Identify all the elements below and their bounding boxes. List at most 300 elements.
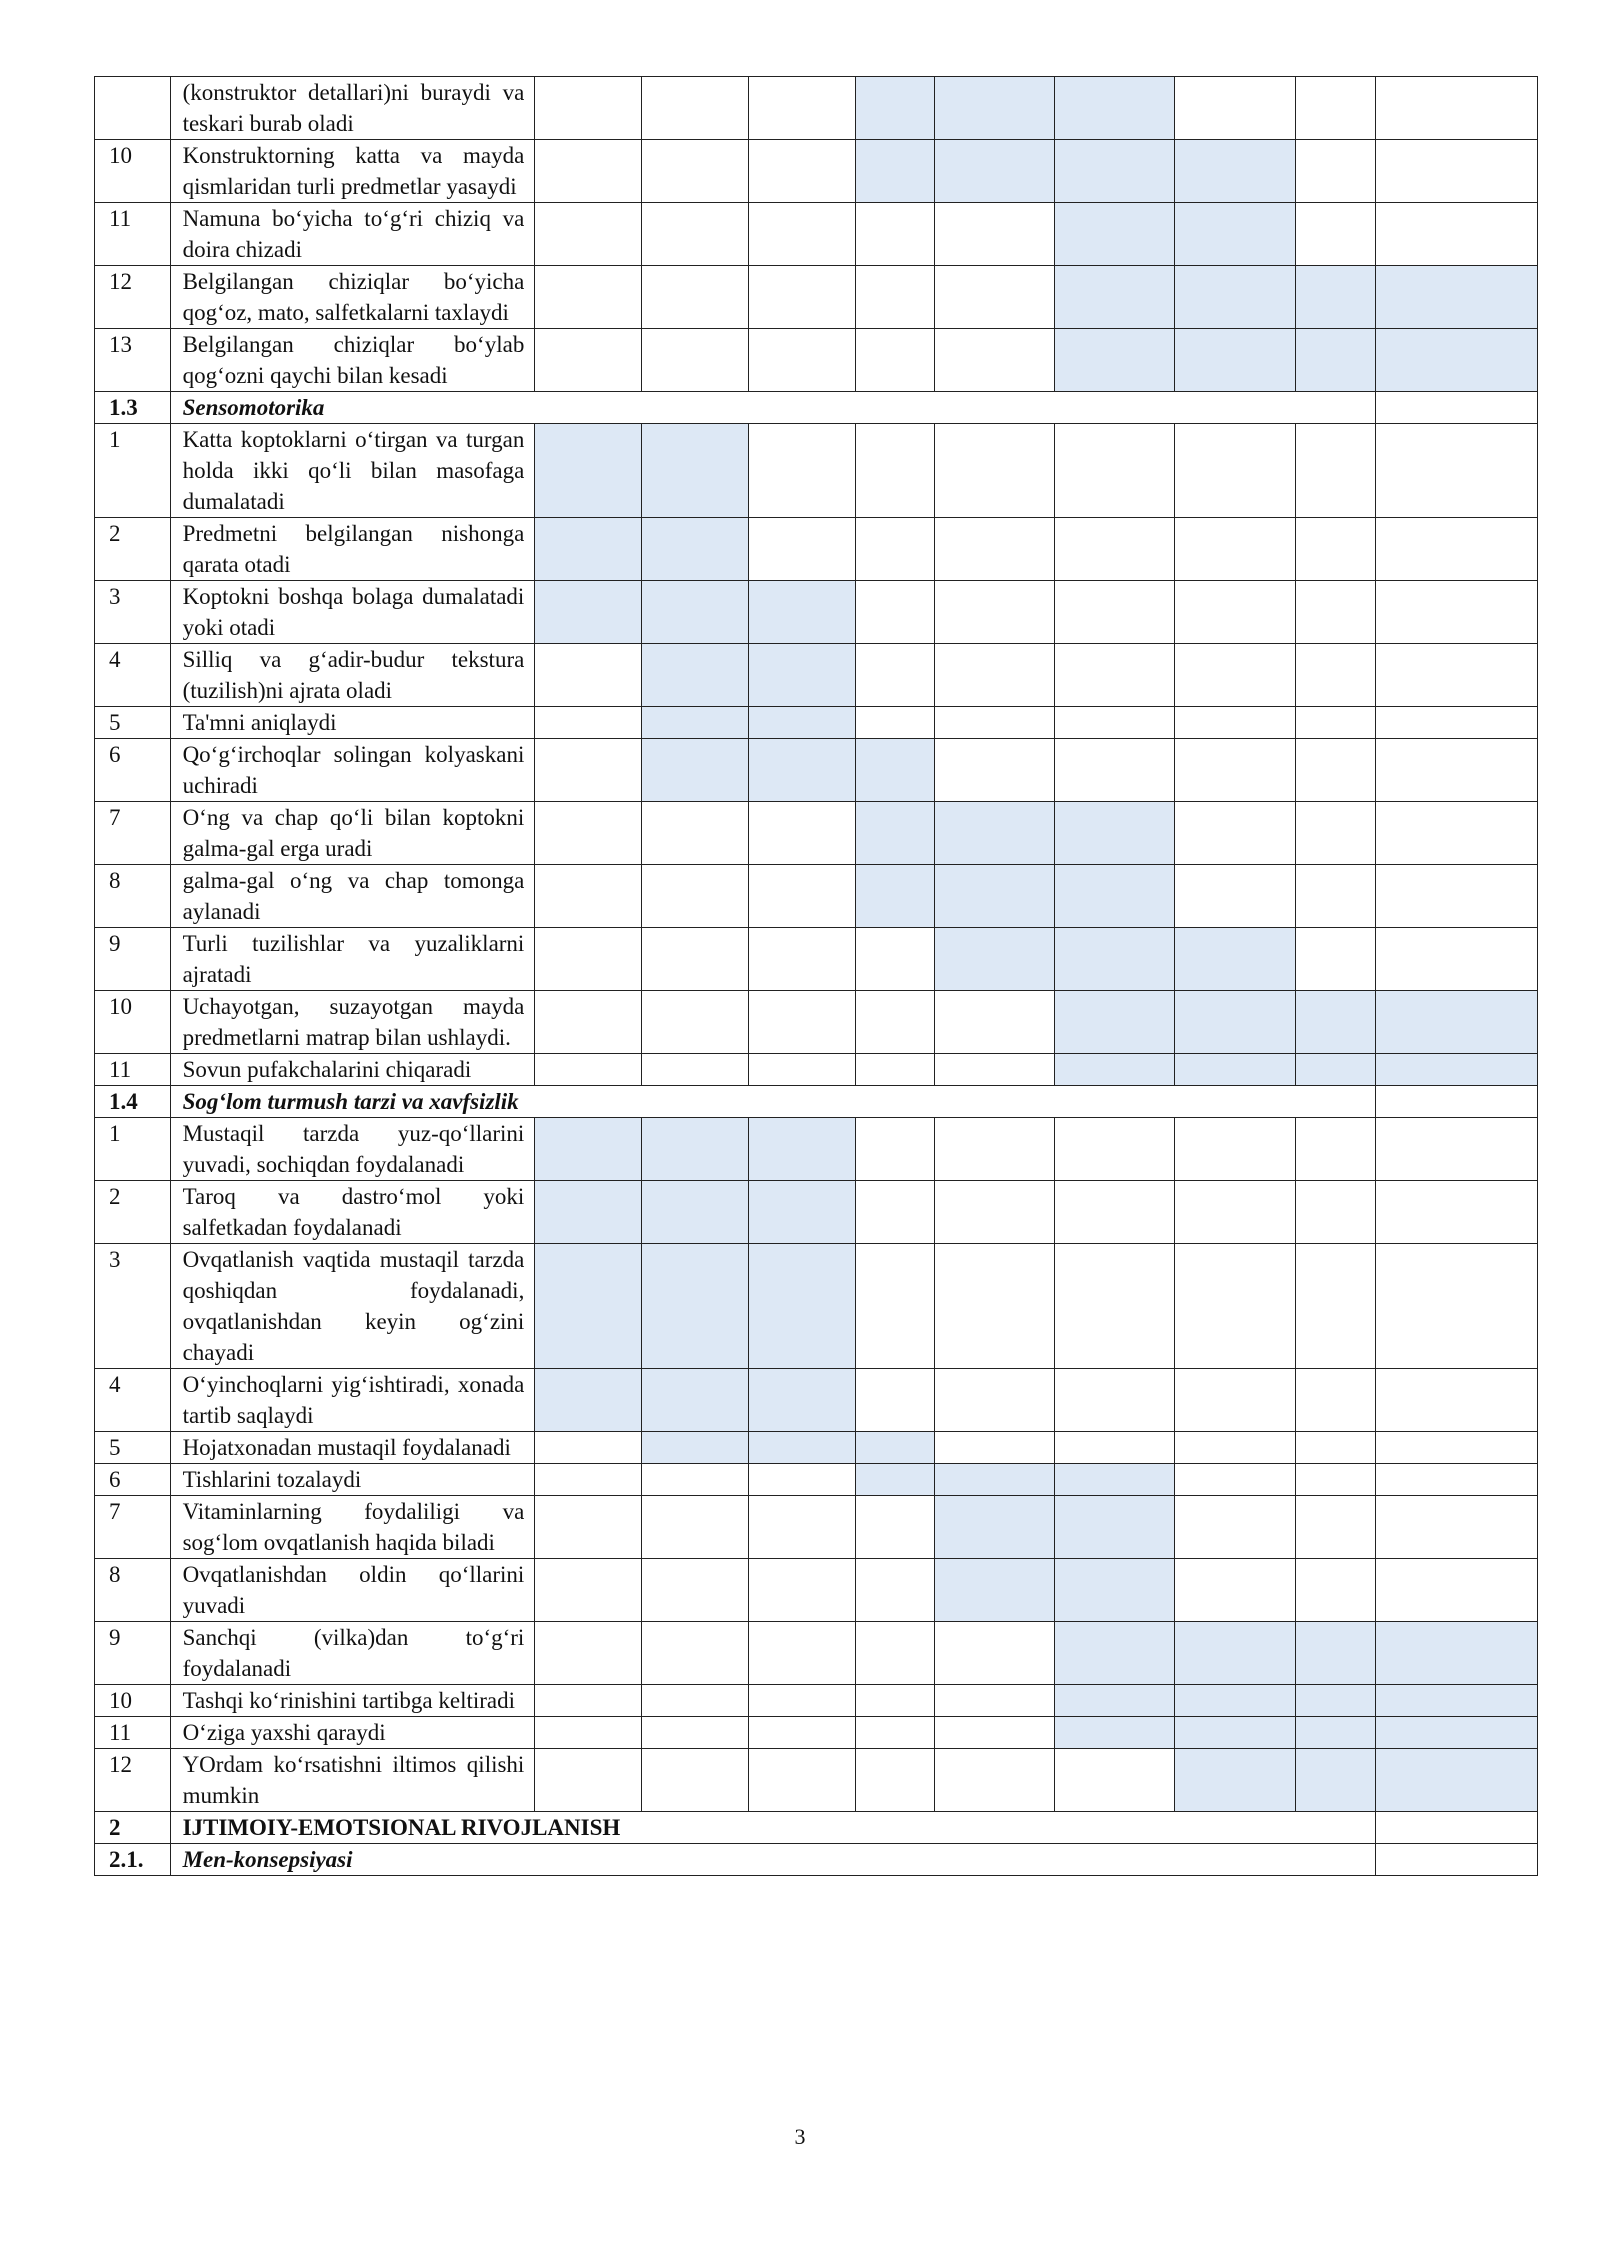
- highlighted-cell: [935, 802, 1055, 865]
- empty-cell: [1175, 1464, 1296, 1496]
- highlighted-cell: [1055, 1717, 1175, 1749]
- item-description: Tishlarini tozalaydi: [170, 1464, 535, 1496]
- highlighted-cell: [855, 140, 935, 203]
- empty-cell: [935, 203, 1055, 266]
- highlighted-cell: [1375, 1749, 1537, 1812]
- table-row: [95, 266, 1538, 329]
- item-description: Taroq va dastro‘mol yoki salfetkadan foydalanadi: [170, 1181, 535, 1244]
- highlighted-cell: [935, 1464, 1055, 1496]
- empty-cell: [935, 1244, 1055, 1369]
- empty-cell: [1296, 802, 1376, 865]
- empty-cell: [748, 1054, 855, 1086]
- empty-cell: [1375, 424, 1537, 518]
- empty-cell: [1375, 1369, 1537, 1432]
- empty-cell: [1175, 739, 1296, 802]
- item-number: 6: [95, 1464, 171, 1496]
- empty-cell: [935, 1054, 1055, 1086]
- empty-cell: [1175, 1496, 1296, 1559]
- empty-cell: [1175, 518, 1296, 581]
- empty-cell: [1055, 518, 1175, 581]
- empty-cell: [1296, 1559, 1376, 1622]
- highlighted-cell: [1296, 1749, 1376, 1812]
- table-row: [95, 77, 1538, 140]
- highlighted-cell: [855, 1432, 935, 1464]
- empty-cell: [855, 1622, 935, 1685]
- empty-cell: [642, 1717, 749, 1749]
- table-row: [95, 581, 1538, 644]
- empty-cell: [855, 203, 935, 266]
- item-description: Hojatxonadan mustaqil foydalanadi: [170, 1432, 535, 1464]
- empty-cell: [855, 424, 935, 518]
- assessment-table: [94, 76, 1538, 1876]
- empty-cell: [1175, 865, 1296, 928]
- empty-cell: [535, 1054, 642, 1086]
- empty-cell: [855, 329, 935, 392]
- highlighted-cell: [1296, 991, 1376, 1054]
- empty-cell: [1055, 581, 1175, 644]
- table-row: [95, 518, 1538, 581]
- empty-cell: [1175, 644, 1296, 707]
- empty-cell: [1175, 1181, 1296, 1244]
- empty-cell: [1375, 644, 1537, 707]
- item-number: 10: [95, 991, 171, 1054]
- section-title: Sog‘lom turmush tarzi va xavfsizlik: [170, 1086, 1375, 1118]
- empty-cell: [535, 802, 642, 865]
- empty-cell: [935, 1118, 1055, 1181]
- highlighted-cell: [535, 1244, 642, 1369]
- highlighted-cell: [1055, 1496, 1175, 1559]
- highlighted-cell: [1375, 1685, 1537, 1717]
- empty-cell: [935, 991, 1055, 1054]
- item-description: Sovun pufakchalarini chiqaradi: [170, 1054, 535, 1086]
- empty-cell: [1055, 644, 1175, 707]
- empty-cell: [935, 266, 1055, 329]
- empty-cell: [935, 1181, 1055, 1244]
- table-row: [95, 928, 1538, 991]
- empty-cell: [855, 928, 935, 991]
- item-description: Namuna bo‘yicha to‘g‘ri chiziq va doira chizadi: [170, 203, 535, 266]
- empty-cell: [535, 644, 642, 707]
- empty-cell: [855, 1685, 935, 1717]
- highlighted-cell: [1175, 1749, 1296, 1812]
- table-row: [95, 991, 1538, 1054]
- item-number: 11: [95, 1054, 171, 1086]
- item-number: 3: [95, 1244, 171, 1369]
- empty-cell: [535, 1464, 642, 1496]
- highlighted-cell: [1055, 203, 1175, 266]
- empty-cell: [1296, 928, 1376, 991]
- highlighted-cell: [748, 581, 855, 644]
- empty-cell: [1375, 739, 1537, 802]
- item-description: O‘ziga yaxshi qaraydi: [170, 1717, 535, 1749]
- item-description: Vitaminlarning foydaliligi va sog‘lom ovqatlanish haqida biladi: [170, 1496, 535, 1559]
- item-number: 2: [95, 518, 171, 581]
- empty-cell: [935, 329, 1055, 392]
- empty-cell: [535, 1496, 642, 1559]
- item-number: 2: [95, 1181, 171, 1244]
- empty-cell: [935, 518, 1055, 581]
- item-number: 8: [95, 865, 171, 928]
- highlighted-cell: [935, 1559, 1055, 1622]
- highlighted-cell: [1375, 991, 1537, 1054]
- empty-cell: [1296, 1432, 1376, 1464]
- empty-cell: [1296, 644, 1376, 707]
- highlighted-cell: [1175, 266, 1296, 329]
- empty-cell: [935, 1432, 1055, 1464]
- empty-cell: [1296, 707, 1376, 739]
- highlighted-cell: [855, 77, 935, 140]
- empty-cell: [1055, 1244, 1175, 1369]
- empty-cell: [1296, 518, 1376, 581]
- item-description: Predmetni belgilangan nishonga qarata otadi: [170, 518, 535, 581]
- empty-cell: [855, 1369, 935, 1432]
- empty-cell: [935, 1749, 1055, 1812]
- highlighted-cell: [1175, 991, 1296, 1054]
- highlighted-cell: [535, 581, 642, 644]
- highlighted-cell: [1055, 1559, 1175, 1622]
- item-description: Belgilangan chiziqlar bo‘yicha qog‘oz, mato, salfetkalarni taxlaydi: [170, 266, 535, 329]
- empty-cell: [1375, 1181, 1537, 1244]
- highlighted-cell: [1055, 140, 1175, 203]
- item-description: Turli tuzilishlar va yuzaliklarni ajratadi: [170, 928, 535, 991]
- highlighted-cell: [535, 518, 642, 581]
- table-row: [95, 644, 1538, 707]
- highlighted-cell: [1375, 1717, 1537, 1749]
- table-row: [95, 203, 1538, 266]
- table-row: [95, 1181, 1538, 1244]
- highlighted-cell: [1055, 802, 1175, 865]
- highlighted-cell: [855, 739, 935, 802]
- empty-cell: [1055, 739, 1175, 802]
- empty-cell: [535, 329, 642, 392]
- section-end-cell: [1375, 1086, 1537, 1118]
- highlighted-cell: [642, 1181, 749, 1244]
- item-number: 11: [95, 1717, 171, 1749]
- highlighted-cell: [1055, 991, 1175, 1054]
- highlighted-cell: [1055, 77, 1175, 140]
- highlighted-cell: [1375, 1054, 1537, 1086]
- item-description: YOrdam ko‘rsatishni iltimos qilishi mumkin: [170, 1749, 535, 1812]
- empty-cell: [748, 991, 855, 1054]
- table-row: [95, 329, 1538, 392]
- empty-cell: [935, 644, 1055, 707]
- empty-cell: [748, 1749, 855, 1812]
- item-number: 8: [95, 1559, 171, 1622]
- empty-cell: [855, 644, 935, 707]
- item-description: Konstruktorning katta va mayda qismlaridan turli predmetlar yasaydi: [170, 140, 535, 203]
- highlighted-cell: [1175, 1622, 1296, 1685]
- highlighted-cell: [1296, 1622, 1376, 1685]
- empty-cell: [855, 1118, 935, 1181]
- highlighted-cell: [642, 707, 749, 739]
- highlighted-cell: [642, 644, 749, 707]
- table-row: [95, 739, 1538, 802]
- highlighted-cell: [1296, 1717, 1376, 1749]
- empty-cell: [642, 991, 749, 1054]
- empty-cell: [1375, 77, 1537, 140]
- section-end-cell: [1375, 1812, 1537, 1844]
- empty-cell: [1375, 1244, 1537, 1369]
- empty-cell: [1296, 739, 1376, 802]
- highlighted-cell: [535, 1369, 642, 1432]
- highlighted-cell: [748, 644, 855, 707]
- empty-cell: [855, 581, 935, 644]
- item-number: 12: [95, 266, 171, 329]
- empty-cell: [535, 1432, 642, 1464]
- table-row: [95, 865, 1538, 928]
- item-number: 5: [95, 1432, 171, 1464]
- empty-cell: [1375, 1118, 1537, 1181]
- highlighted-cell: [748, 1118, 855, 1181]
- item-number: 10: [95, 140, 171, 203]
- item-description: Uchayotgan, suzayotgan mayda predmetlarni matrap bilan ushlaydi.: [170, 991, 535, 1054]
- section-number: 1.4: [95, 1086, 171, 1118]
- empty-cell: [935, 1717, 1055, 1749]
- empty-cell: [1375, 140, 1537, 203]
- highlighted-cell: [642, 1244, 749, 1369]
- empty-cell: [855, 1717, 935, 1749]
- empty-cell: [1375, 581, 1537, 644]
- empty-cell: [535, 140, 642, 203]
- empty-cell: [1175, 1559, 1296, 1622]
- empty-cell: [748, 1622, 855, 1685]
- empty-cell: [642, 329, 749, 392]
- highlighted-cell: [1055, 928, 1175, 991]
- highlighted-cell: [1055, 865, 1175, 928]
- empty-cell: [1375, 1432, 1537, 1464]
- empty-cell: [748, 518, 855, 581]
- item-description: (konstruktor detallari)ni buraydi va teskari burab oladi: [170, 77, 535, 140]
- empty-cell: [748, 802, 855, 865]
- empty-cell: [1055, 1749, 1175, 1812]
- highlighted-cell: [1175, 1054, 1296, 1086]
- table-row: [95, 1717, 1538, 1749]
- empty-cell: [1055, 1118, 1175, 1181]
- empty-cell: [1175, 581, 1296, 644]
- item-description: Sanchqi (vilka)dan to‘g‘ri foydalanadi: [170, 1622, 535, 1685]
- table-row: [95, 1559, 1538, 1622]
- empty-cell: [748, 1717, 855, 1749]
- empty-cell: [855, 1559, 935, 1622]
- item-number: 4: [95, 1369, 171, 1432]
- highlighted-cell: [1175, 928, 1296, 991]
- empty-cell: [1375, 802, 1537, 865]
- empty-cell: [535, 991, 642, 1054]
- empty-cell: [1296, 865, 1376, 928]
- empty-cell: [748, 1464, 855, 1496]
- empty-cell: [1296, 424, 1376, 518]
- highlighted-cell: [1175, 1717, 1296, 1749]
- empty-cell: [1055, 1432, 1175, 1464]
- item-number: 13: [95, 329, 171, 392]
- item-number: 10: [95, 1685, 171, 1717]
- empty-cell: [855, 518, 935, 581]
- empty-cell: [535, 266, 642, 329]
- highlighted-cell: [642, 1432, 749, 1464]
- highlighted-cell: [1175, 140, 1296, 203]
- empty-cell: [642, 865, 749, 928]
- empty-cell: [748, 203, 855, 266]
- table-row: [95, 802, 1538, 865]
- item-number: 9: [95, 928, 171, 991]
- empty-cell: [1296, 581, 1376, 644]
- empty-cell: [1375, 203, 1537, 266]
- section-header-row: [95, 1844, 1538, 1876]
- item-description: Ovqatlanish vaqtida mustaqil tarzda qoshiqdan foydalanadi, ovqatlanishdan keyin og‘zini chayadi: [170, 1244, 535, 1369]
- section-number: 1.3: [95, 392, 171, 424]
- empty-cell: [855, 266, 935, 329]
- empty-cell: [1055, 424, 1175, 518]
- empty-cell: [642, 1559, 749, 1622]
- highlighted-cell: [748, 1432, 855, 1464]
- highlighted-cell: [642, 1369, 749, 1432]
- highlighted-cell: [748, 1369, 855, 1432]
- empty-cell: [535, 1559, 642, 1622]
- empty-cell: [935, 1685, 1055, 1717]
- empty-cell: [935, 581, 1055, 644]
- highlighted-cell: [642, 739, 749, 802]
- table-row: [95, 1369, 1538, 1432]
- table-row: [95, 1749, 1538, 1812]
- empty-cell: [535, 1685, 642, 1717]
- empty-cell: [1296, 1244, 1376, 1369]
- highlighted-cell: [855, 802, 935, 865]
- empty-cell: [642, 802, 749, 865]
- empty-cell: [1175, 424, 1296, 518]
- item-number: 12: [95, 1749, 171, 1812]
- item-number: 3: [95, 581, 171, 644]
- empty-cell: [642, 1464, 749, 1496]
- item-number: 6: [95, 739, 171, 802]
- highlighted-cell: [935, 928, 1055, 991]
- empty-cell: [748, 266, 855, 329]
- highlighted-cell: [748, 1181, 855, 1244]
- highlighted-cell: [748, 707, 855, 739]
- empty-cell: [1175, 1432, 1296, 1464]
- empty-cell: [1296, 1181, 1376, 1244]
- highlighted-cell: [1375, 1622, 1537, 1685]
- item-description: Katta koptoklarni o‘tirgan va turgan holda ikki qo‘li bilan masofaga dumalatadi: [170, 424, 535, 518]
- empty-cell: [748, 1685, 855, 1717]
- empty-cell: [1296, 1118, 1376, 1181]
- empty-cell: [855, 991, 935, 1054]
- highlighted-cell: [1296, 329, 1376, 392]
- highlighted-cell: [642, 518, 749, 581]
- section-header-row: [95, 392, 1538, 424]
- table-row: [95, 1496, 1538, 1559]
- highlighted-cell: [535, 1181, 642, 1244]
- empty-cell: [935, 739, 1055, 802]
- item-number: 1: [95, 1118, 171, 1181]
- highlighted-cell: [1175, 1685, 1296, 1717]
- table-row: [95, 707, 1538, 739]
- item-description: Koptokni boshqa bolaga dumalatadi yoki otadi: [170, 581, 535, 644]
- item-number: 11: [95, 203, 171, 266]
- empty-cell: [855, 1496, 935, 1559]
- empty-cell: [642, 928, 749, 991]
- empty-cell: [748, 1559, 855, 1622]
- item-number: 1: [95, 424, 171, 518]
- table-row: [95, 140, 1538, 203]
- table-row: [95, 1622, 1538, 1685]
- empty-cell: [1296, 1496, 1376, 1559]
- item-number: 5: [95, 707, 171, 739]
- empty-cell: [1296, 77, 1376, 140]
- table-row: [95, 1432, 1538, 1464]
- empty-cell: [535, 928, 642, 991]
- empty-cell: [642, 1054, 749, 1086]
- highlighted-cell: [1055, 266, 1175, 329]
- empty-cell: [748, 865, 855, 928]
- empty-cell: [535, 1749, 642, 1812]
- empty-cell: [1375, 1559, 1537, 1622]
- empty-cell: [1375, 518, 1537, 581]
- item-number: 4: [95, 644, 171, 707]
- empty-cell: [1175, 802, 1296, 865]
- empty-cell: [1175, 1369, 1296, 1432]
- empty-cell: [1375, 1496, 1537, 1559]
- item-description: Mustaqil tarzda yuz-qo‘llarini yuvadi, sochiqdan foydalanadi: [170, 1118, 535, 1181]
- empty-cell: [1375, 928, 1537, 991]
- section-end-cell: [1375, 392, 1537, 424]
- empty-cell: [642, 1685, 749, 1717]
- highlighted-cell: [1055, 1464, 1175, 1496]
- empty-cell: [748, 140, 855, 203]
- highlighted-cell: [1055, 1685, 1175, 1717]
- highlighted-cell: [642, 1118, 749, 1181]
- highlighted-cell: [535, 424, 642, 518]
- highlighted-cell: [855, 865, 935, 928]
- highlighted-cell: [1296, 266, 1376, 329]
- empty-cell: [1296, 140, 1376, 203]
- section-title: Sensomotorika: [170, 392, 1375, 424]
- empty-cell: [1175, 1118, 1296, 1181]
- highlighted-cell: [1175, 329, 1296, 392]
- empty-cell: [1055, 707, 1175, 739]
- item-description: Tashqi ko‘rinishini tartibga keltiradi: [170, 1685, 535, 1717]
- item-description: O‘yinchoqlarni yig‘ishtiradi, xonada tartib saqlaydi: [170, 1369, 535, 1432]
- section-header-row: [95, 1086, 1538, 1118]
- empty-cell: [1055, 1369, 1175, 1432]
- section-title: Men-konsepsiyasi: [170, 1844, 1375, 1876]
- section-end-cell: [1375, 1844, 1537, 1876]
- empty-cell: [1296, 1464, 1376, 1496]
- page-number: 3: [794, 2124, 806, 2149]
- highlighted-cell: [1055, 1622, 1175, 1685]
- table-row: [95, 1685, 1538, 1717]
- highlighted-cell: [935, 77, 1055, 140]
- empty-cell: [935, 424, 1055, 518]
- highlighted-cell: [855, 1464, 935, 1496]
- empty-cell: [935, 1622, 1055, 1685]
- empty-cell: [642, 1622, 749, 1685]
- empty-cell: [535, 77, 642, 140]
- empty-cell: [642, 1749, 749, 1812]
- highlighted-cell: [1055, 329, 1175, 392]
- empty-cell: [642, 1496, 749, 1559]
- item-number: [95, 77, 171, 140]
- section-header-row: [95, 1812, 1538, 1844]
- empty-cell: [748, 928, 855, 991]
- item-description: Ta'mni aniqlaydi: [170, 707, 535, 739]
- empty-cell: [535, 1717, 642, 1749]
- table-row: [95, 424, 1538, 518]
- item-description: galma-gal o‘ng va chap tomonga aylanadi: [170, 865, 535, 928]
- empty-cell: [855, 1054, 935, 1086]
- empty-cell: [935, 707, 1055, 739]
- empty-cell: [535, 865, 642, 928]
- table-row: [95, 1464, 1538, 1496]
